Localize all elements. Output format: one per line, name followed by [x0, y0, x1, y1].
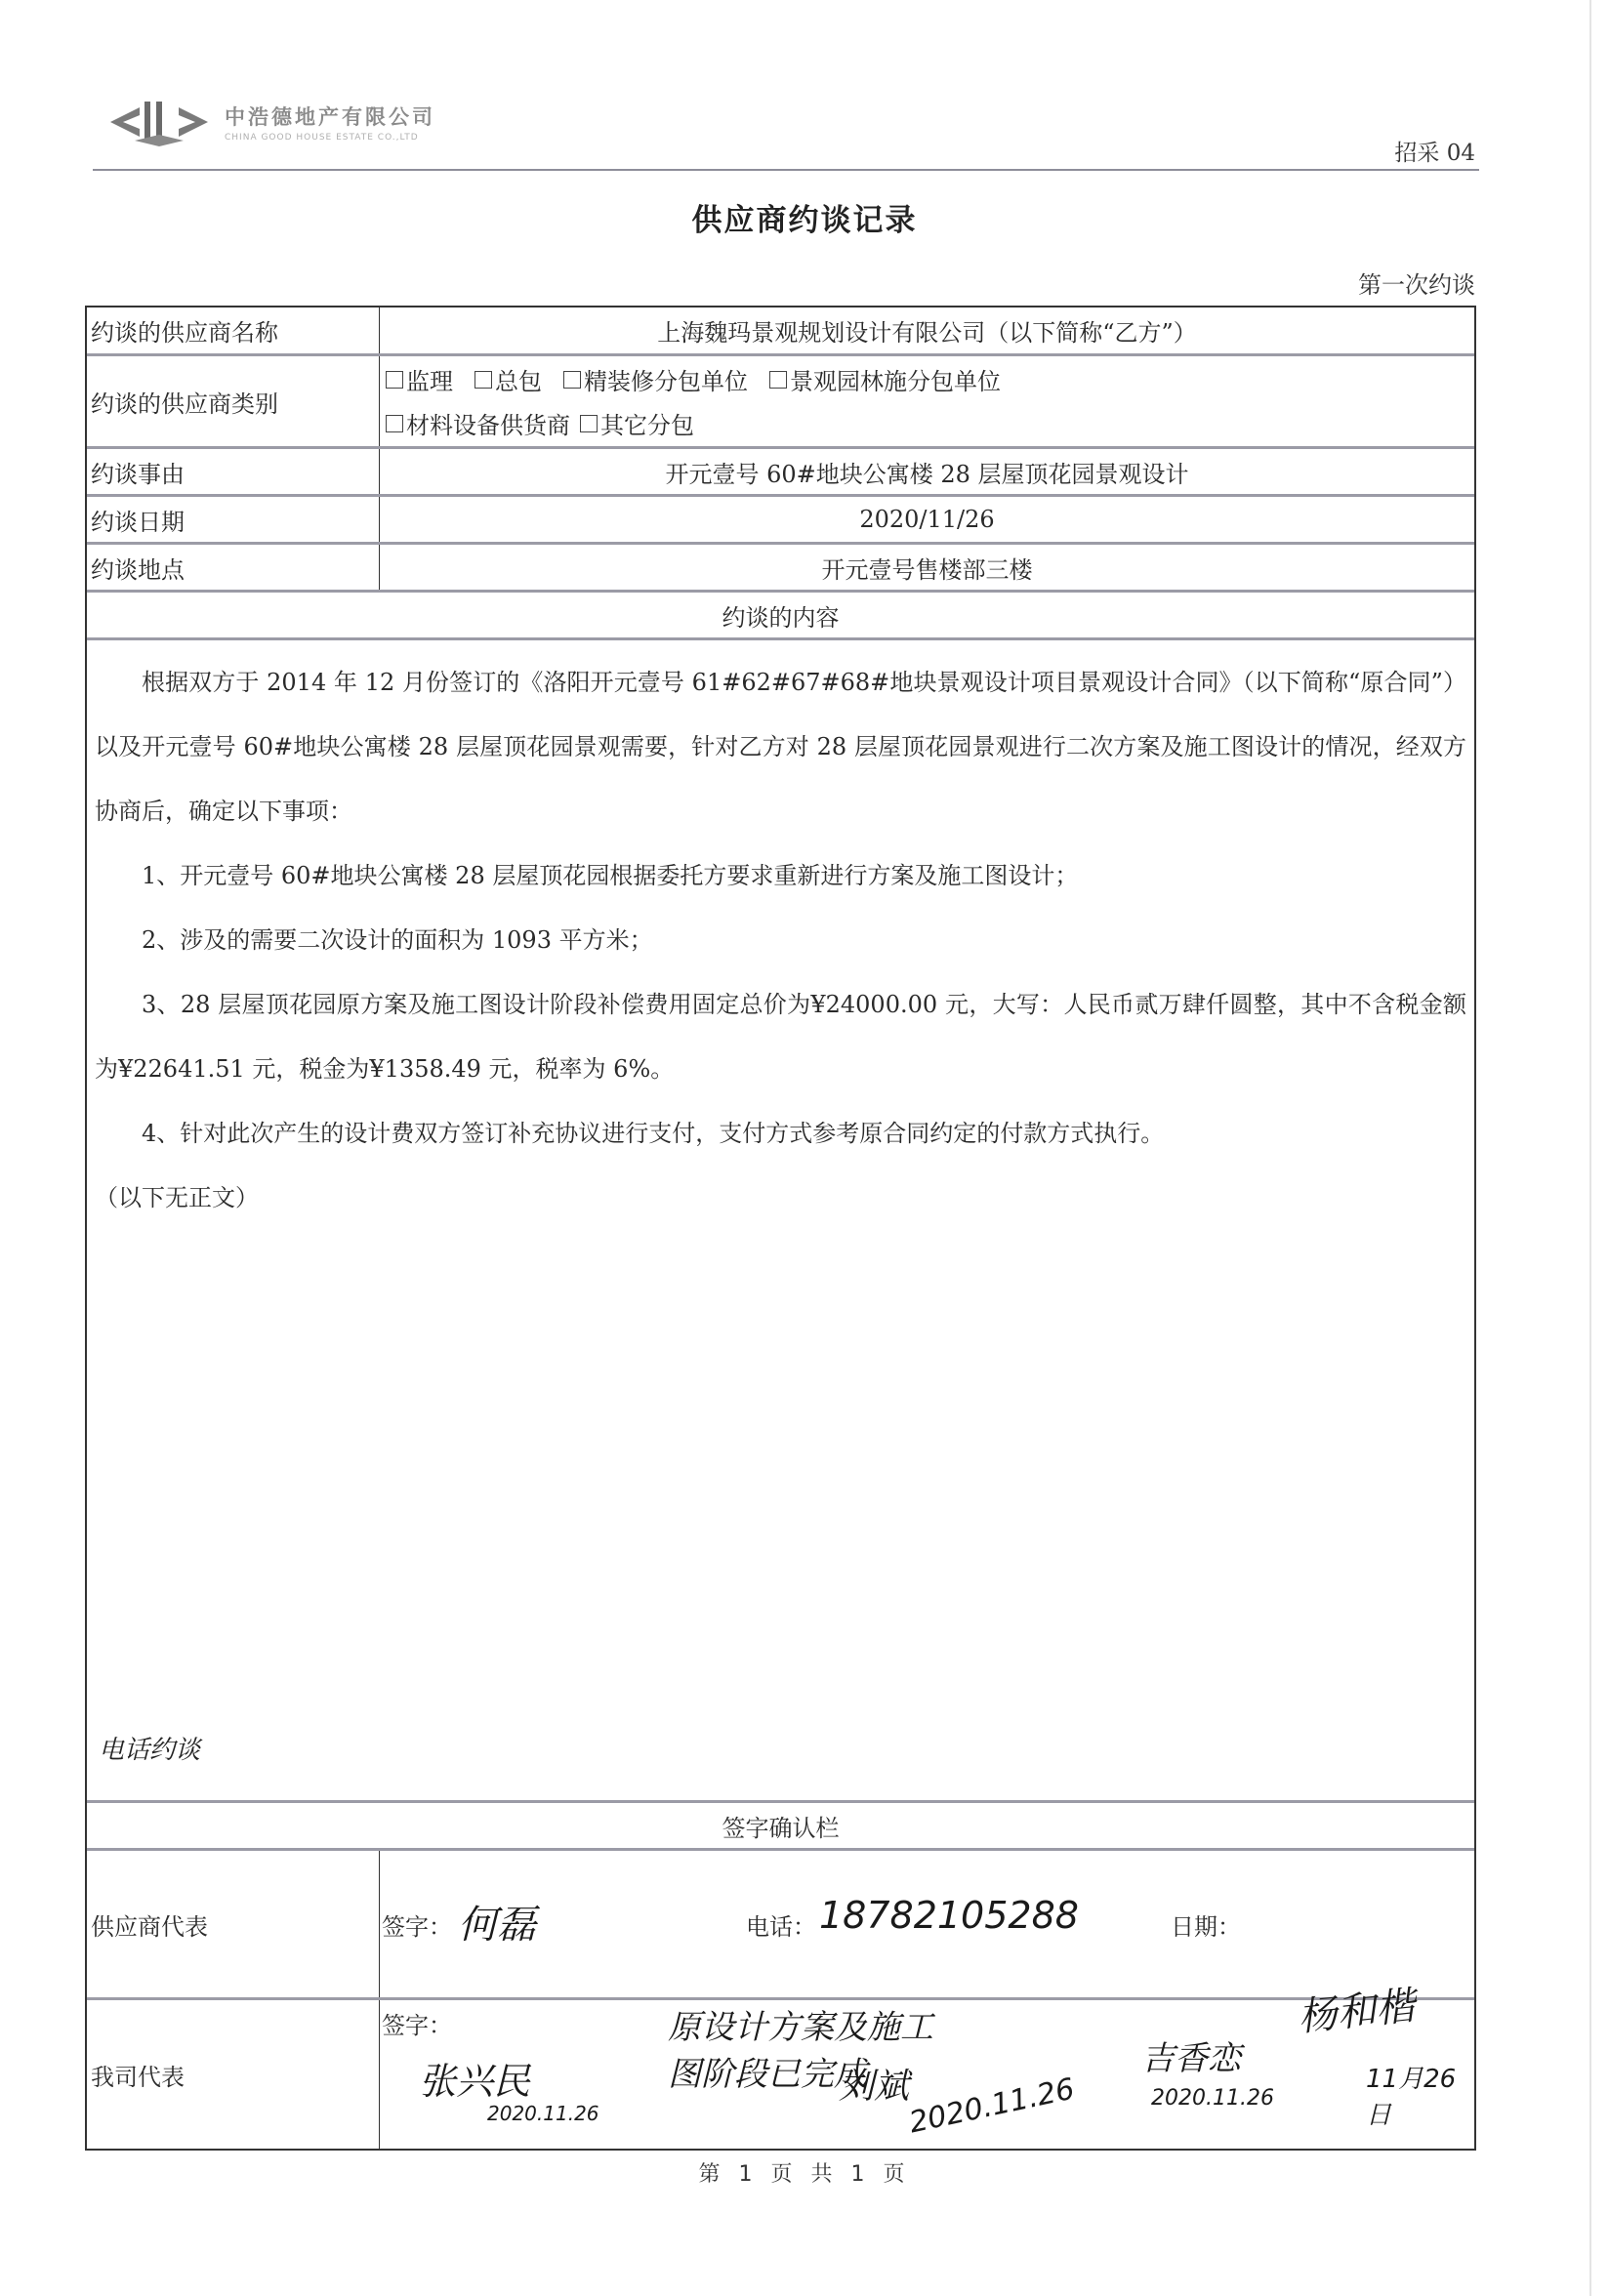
content-item-3: 3、28 层屋顶花园原方案及施工图设计阶段补偿费用固定总价为¥24000.00 元，大写：人民币贰万肆仟圆整，其中不含税金额为¥22641.51 元，税金为¥1358.49 元，税率为 6%。: [95, 991, 1466, 1083]
value-reason: 开元壹号 60#地块公寓楼 28 层屋顶花园景观设计: [665, 460, 1189, 488]
row-supplier-rep: [87, 1851, 1474, 2000]
checkbox-supervision[interactable]: 监理: [386, 362, 453, 396]
checkbox-icon: [386, 371, 403, 389]
our-sign-label: 签字：: [382, 2012, 452, 2039]
label-our-rep: 我司代表: [87, 2000, 380, 2149]
handwritten-remark: 原设计方案及施工图阶段已完成: [668, 2008, 933, 2094]
checkbox-other-subcontractor[interactable]: 其它分包: [580, 406, 694, 440]
supplier-phone: 18782105288: [819, 1894, 1079, 1937]
header-divider: [93, 169, 1479, 171]
row-supplier-name: [87, 308, 1474, 356]
signature-1: 张兴民: [419, 2060, 531, 2103]
checkbox-icon: [563, 371, 581, 389]
checkbox-landscape-subcontractor[interactable]: 景观园林施分包单位: [769, 362, 1001, 396]
signature-3: 吉香恋: [1141, 2039, 1241, 2078]
scan-edge: [1589, 0, 1591, 2296]
page-number: 第 1 页 共 1 页: [698, 2162, 911, 2187]
row-our-rep: [87, 1983, 1474, 2149]
label-supplier-name: 约谈的供应商名称: [87, 308, 380, 353]
supplier-date-label: 日期：: [1171, 1913, 1241, 1941]
checkbox-general-contractor[interactable]: 总包: [474, 362, 542, 396]
content-item-2: 2、涉及的需要二次设计的面积为 1093 平方米；: [142, 926, 653, 954]
document-code: 招采 04: [1394, 141, 1475, 166]
label-date: 约谈日期: [87, 497, 380, 542]
supplier-sign-label: 签字：: [382, 1913, 452, 1941]
row-date: [87, 497, 1474, 545]
value-date: 2020/11/26: [859, 506, 995, 533]
label-place: 约谈地点: [87, 545, 380, 590]
signature-2-date: 2020.11.26: [906, 2071, 1078, 2141]
content-intro: 根据双方于 2014 年 12 月份签订的《洛阳开元壹号 61#62#67#68#地块景观设计项目景观设计合同》（以下简称“原合同”）以及开元壹号 60#地块公寓楼 28 层屋顶花园景观需要，针对乙方对 28 层屋顶花园景观进行二次方案及施工图设计的情况，经双方协商后，确定以下事项：: [95, 669, 1466, 825]
row-place: [87, 545, 1474, 593]
session-label: 第一次约谈: [1358, 271, 1475, 299]
checkbox-icon: [580, 415, 598, 432]
supplier-phone-label: 电话：: [746, 1913, 816, 1941]
checkbox-icon: [769, 371, 787, 389]
signature-2: 刘斌: [839, 2067, 910, 2107]
checkbox-material-supplier[interactable]: 材料设备供货商: [386, 406, 570, 440]
company-name-en: CHINA GOOD HOUSE ESTATE CO.,LTD: [225, 133, 419, 143]
value-supplier-name: 上海魏玛景观规划设计有限公司（以下简称“乙方”）: [657, 319, 1197, 347]
checkbox-icon: [386, 415, 403, 432]
label-supplier-rep: 供应商代表: [87, 1851, 380, 1997]
supplier-signature: 何磊: [458, 1903, 536, 1948]
company-logo-icon: [105, 98, 213, 146]
signature-3-date: 2020.11.26: [1151, 2086, 1274, 2111]
content-end-note: （以下无正文）: [95, 1184, 259, 1211]
content-item-4: 4、针对此次产生的设计费双方签订补充协议进行支付，支付方式参考原合同约定的付款方式执行。: [142, 1120, 1165, 1147]
signature-1-date: 2020.11.26: [487, 2102, 599, 2125]
label-supplier-type: 约谈的供应商类别: [87, 356, 380, 446]
company-name-cn: 中浩德地产有限公司: [225, 105, 435, 129]
row-content: [87, 650, 1474, 1803]
document-title: 供应商约谈记录: [691, 203, 918, 238]
content-item-1: 1、开元壹号 60#地块公寓楼 28 层屋顶花园根据委托方要求重新进行方案及施工图设计；: [142, 862, 1079, 889]
supplier-rep-sign-area: [380, 1851, 1474, 1997]
row-supplier-type: [87, 356, 1474, 449]
interview-record-table: [85, 306, 1476, 2151]
row-reason: [87, 449, 1474, 497]
value-place: 开元壹号售楼部三楼: [821, 555, 1033, 584]
handwritten-note: 电话约谈: [99, 1736, 201, 1765]
checkbox-icon: [474, 371, 492, 389]
signature-4-date: 11月26日: [1366, 2065, 1457, 2130]
label-reason: 约谈事由: [87, 449, 380, 494]
checkbox-fitout-subcontractor[interactable]: 精装修分包单位: [563, 362, 748, 396]
signature-4: 杨和楷: [1296, 1983, 1418, 2041]
content-heading: 约谈的内容: [87, 593, 1474, 640]
company-logo: [105, 98, 435, 146]
content-body: [87, 650, 1474, 1800]
sign-heading: 签字确认栏: [87, 1803, 1474, 1851]
